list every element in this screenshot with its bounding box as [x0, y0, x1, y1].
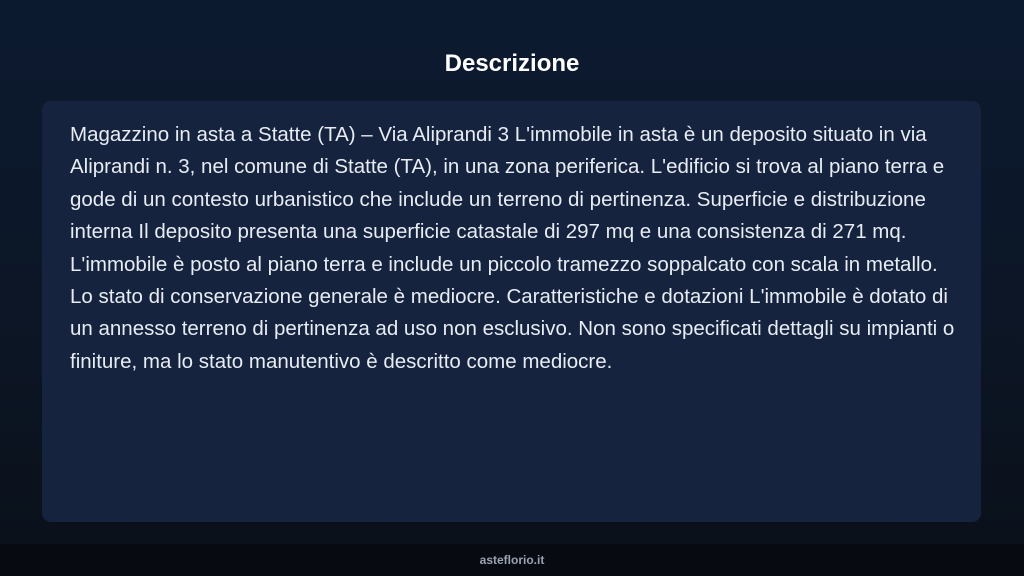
description-text: Magazzino in asta a Statte (TA) – Via Aliprandi 3 L'immobile in asta è un deposito situato in via Aliprandi n. 3, nel comune di Statte (TA), in una zona periferica. L'edificio si trova al piano terra e gode di un contesto urbanistico che include un terreno di pertinenza. Superficie e distribuzione interna Il deposito presenta una superficie catastale di 297 mq e una consistenza di 271 mq. L'immobile è posto al piano terra e include un piccolo tramezzo soppalcato con scala in metallo. Lo stato di conservazione generale è mediocre. Caratteristiche e dotazioni L'immobile è dotato di un annesso terreno di pertinenza ad uso non esclusivo. Non sono specificati dettagli su impianti o finiture, ma lo stato manutentivo è descritto come mediocre.	[70, 123, 955, 373]
page-title: Descrizione	[444, 50, 580, 77]
footer-site-label: asteflorio.it	[479, 553, 545, 567]
description-card	[42, 101, 981, 522]
footer	[0, 544, 1024, 576]
